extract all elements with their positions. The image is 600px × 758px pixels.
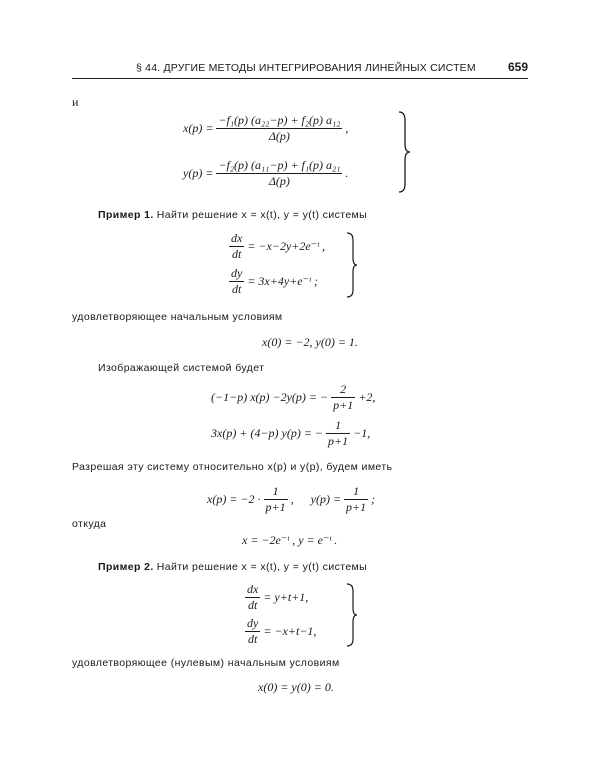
example2-eq1-rhs: = y+t+1, — [263, 590, 309, 604]
sol-y-num: 1 — [344, 484, 368, 500]
example2-initial: x(0) = y(0) = 0. — [258, 680, 334, 694]
example2-eq1-num: dx — [247, 582, 259, 596]
example2-brace-icon — [345, 582, 359, 648]
example2-eq1-den: dt — [247, 598, 258, 612]
example1-label: Пример 1. — [98, 209, 154, 221]
formula-y-lhs: y(p) = — [183, 166, 214, 180]
example2-text: Найти решение x = x(t), y = y(t) системы — [156, 561, 368, 573]
img-eq2-den: p+1 — [328, 434, 349, 448]
example2-condition: удовлетворяющее (нулевым) начальным условиям — [72, 657, 340, 669]
formula-x-denominator: Δ(p) — [268, 129, 290, 143]
formula-y-fraction — [216, 158, 342, 189]
header-title: § 44. ДРУГИЕ МЕТОДЫ ИНТЕГРИРОВАНИЯ ЛИНЕЙНЫХ СИСТЕМ — [136, 62, 476, 74]
example1-img-eq1 — [211, 382, 375, 413]
sol-x-sep: , — [290, 492, 294, 506]
example1-solve-text: Разрешая эту систему относительно x(p) и y(p), будем иметь — [72, 461, 393, 473]
sol-x-fraction — [264, 484, 288, 515]
img-eq1-lhs: (−1−p) x(p) −2y(p) = − — [211, 390, 329, 404]
formula-x-numerator: −f₁(p) (a₂₂−p) + f₂(p) a₁₂ — [218, 113, 341, 127]
formula-y-denominator: Δ(p) — [268, 174, 290, 188]
example2-eq2-num: dy — [247, 616, 259, 630]
formula-y-tail: . — [345, 166, 349, 180]
formula-y — [183, 158, 348, 189]
example2-eq1 — [245, 582, 308, 613]
example1-initial: x(0) = −2, y(0) = 1. — [262, 335, 358, 349]
example2-eq2-fraction — [245, 616, 260, 647]
img-eq2-num: 1 — [326, 418, 350, 434]
formula-x-lhs: x(p) = — [183, 121, 214, 135]
example2-eq2-rhs: = −x+t−1, — [263, 624, 317, 638]
sol-x-den: p+1 — [265, 500, 286, 514]
example2-eq2-den: dt — [247, 632, 258, 646]
img-eq1-num: 2 — [331, 382, 355, 398]
example2-eq2 — [245, 616, 316, 647]
example1-eq1-den: dt — [231, 247, 242, 261]
example2-heading — [98, 559, 367, 574]
img-eq2-lhs: 3x(p) + (4−p) y(p) = − — [211, 426, 324, 440]
formula-y-numerator: −f₂(p) (a₁₁−p) + f₁(p) a₂₁ — [218, 158, 341, 172]
example1-text: Найти решение x = x(t), y = y(t) системы — [156, 209, 368, 221]
example1-eq2-num: dy — [231, 266, 243, 280]
example1-eq2-fraction — [229, 266, 244, 297]
example1-answer: x = −2e⁻ᵗ , y = e⁻ᵗ . — [242, 533, 338, 547]
example2-eq1-fraction — [245, 582, 260, 613]
img-eq2-fraction — [326, 418, 350, 449]
img-eq1-den: p+1 — [333, 398, 354, 412]
example1-solution — [207, 484, 375, 515]
right-brace-icon — [396, 110, 412, 194]
example1-image-text: Изображающей системой будет — [98, 362, 265, 374]
example1-img-eq2 — [211, 418, 370, 449]
formula-x — [183, 113, 348, 144]
example1-whence: откуда — [72, 518, 107, 530]
example1-eq1-rhs: = −x−2y+2e⁻ᵗ , — [247, 239, 326, 253]
running-header — [72, 60, 528, 79]
example1-eq2 — [229, 266, 318, 297]
sol-x-num: 1 — [264, 484, 288, 500]
sol-y-lhs: y(p) = — [310, 492, 342, 506]
example1-eq2-den: dt — [231, 282, 242, 296]
example1-eq1 — [229, 231, 325, 262]
img-eq2-tail: −1, — [353, 426, 371, 440]
page-number: 659 — [507, 60, 528, 74]
img-eq1-fraction — [331, 382, 355, 413]
example2-label: Пример 2. — [98, 561, 154, 573]
example1-brace-icon — [345, 231, 359, 299]
example1-heading — [98, 207, 367, 222]
sol-y-den: p+1 — [346, 500, 367, 514]
sol-y-fraction — [344, 484, 368, 515]
formula-x-fraction — [216, 113, 342, 144]
example1-eq1-fraction — [229, 231, 244, 262]
img-eq1-tail: +2, — [358, 390, 376, 404]
example1-eq2-rhs: = 3x+4y+e⁻ᵗ ; — [247, 274, 318, 288]
sol-y-sep: ; — [371, 492, 376, 506]
example1-condition: удовлетворяющее начальным условиям — [72, 311, 283, 323]
example1-eq1-num: dx — [231, 231, 243, 245]
formula-x-tail: , — [345, 121, 349, 135]
sol-x-lhs: x(p) = −2 · — [207, 492, 261, 506]
lead-word: и — [72, 95, 79, 109]
